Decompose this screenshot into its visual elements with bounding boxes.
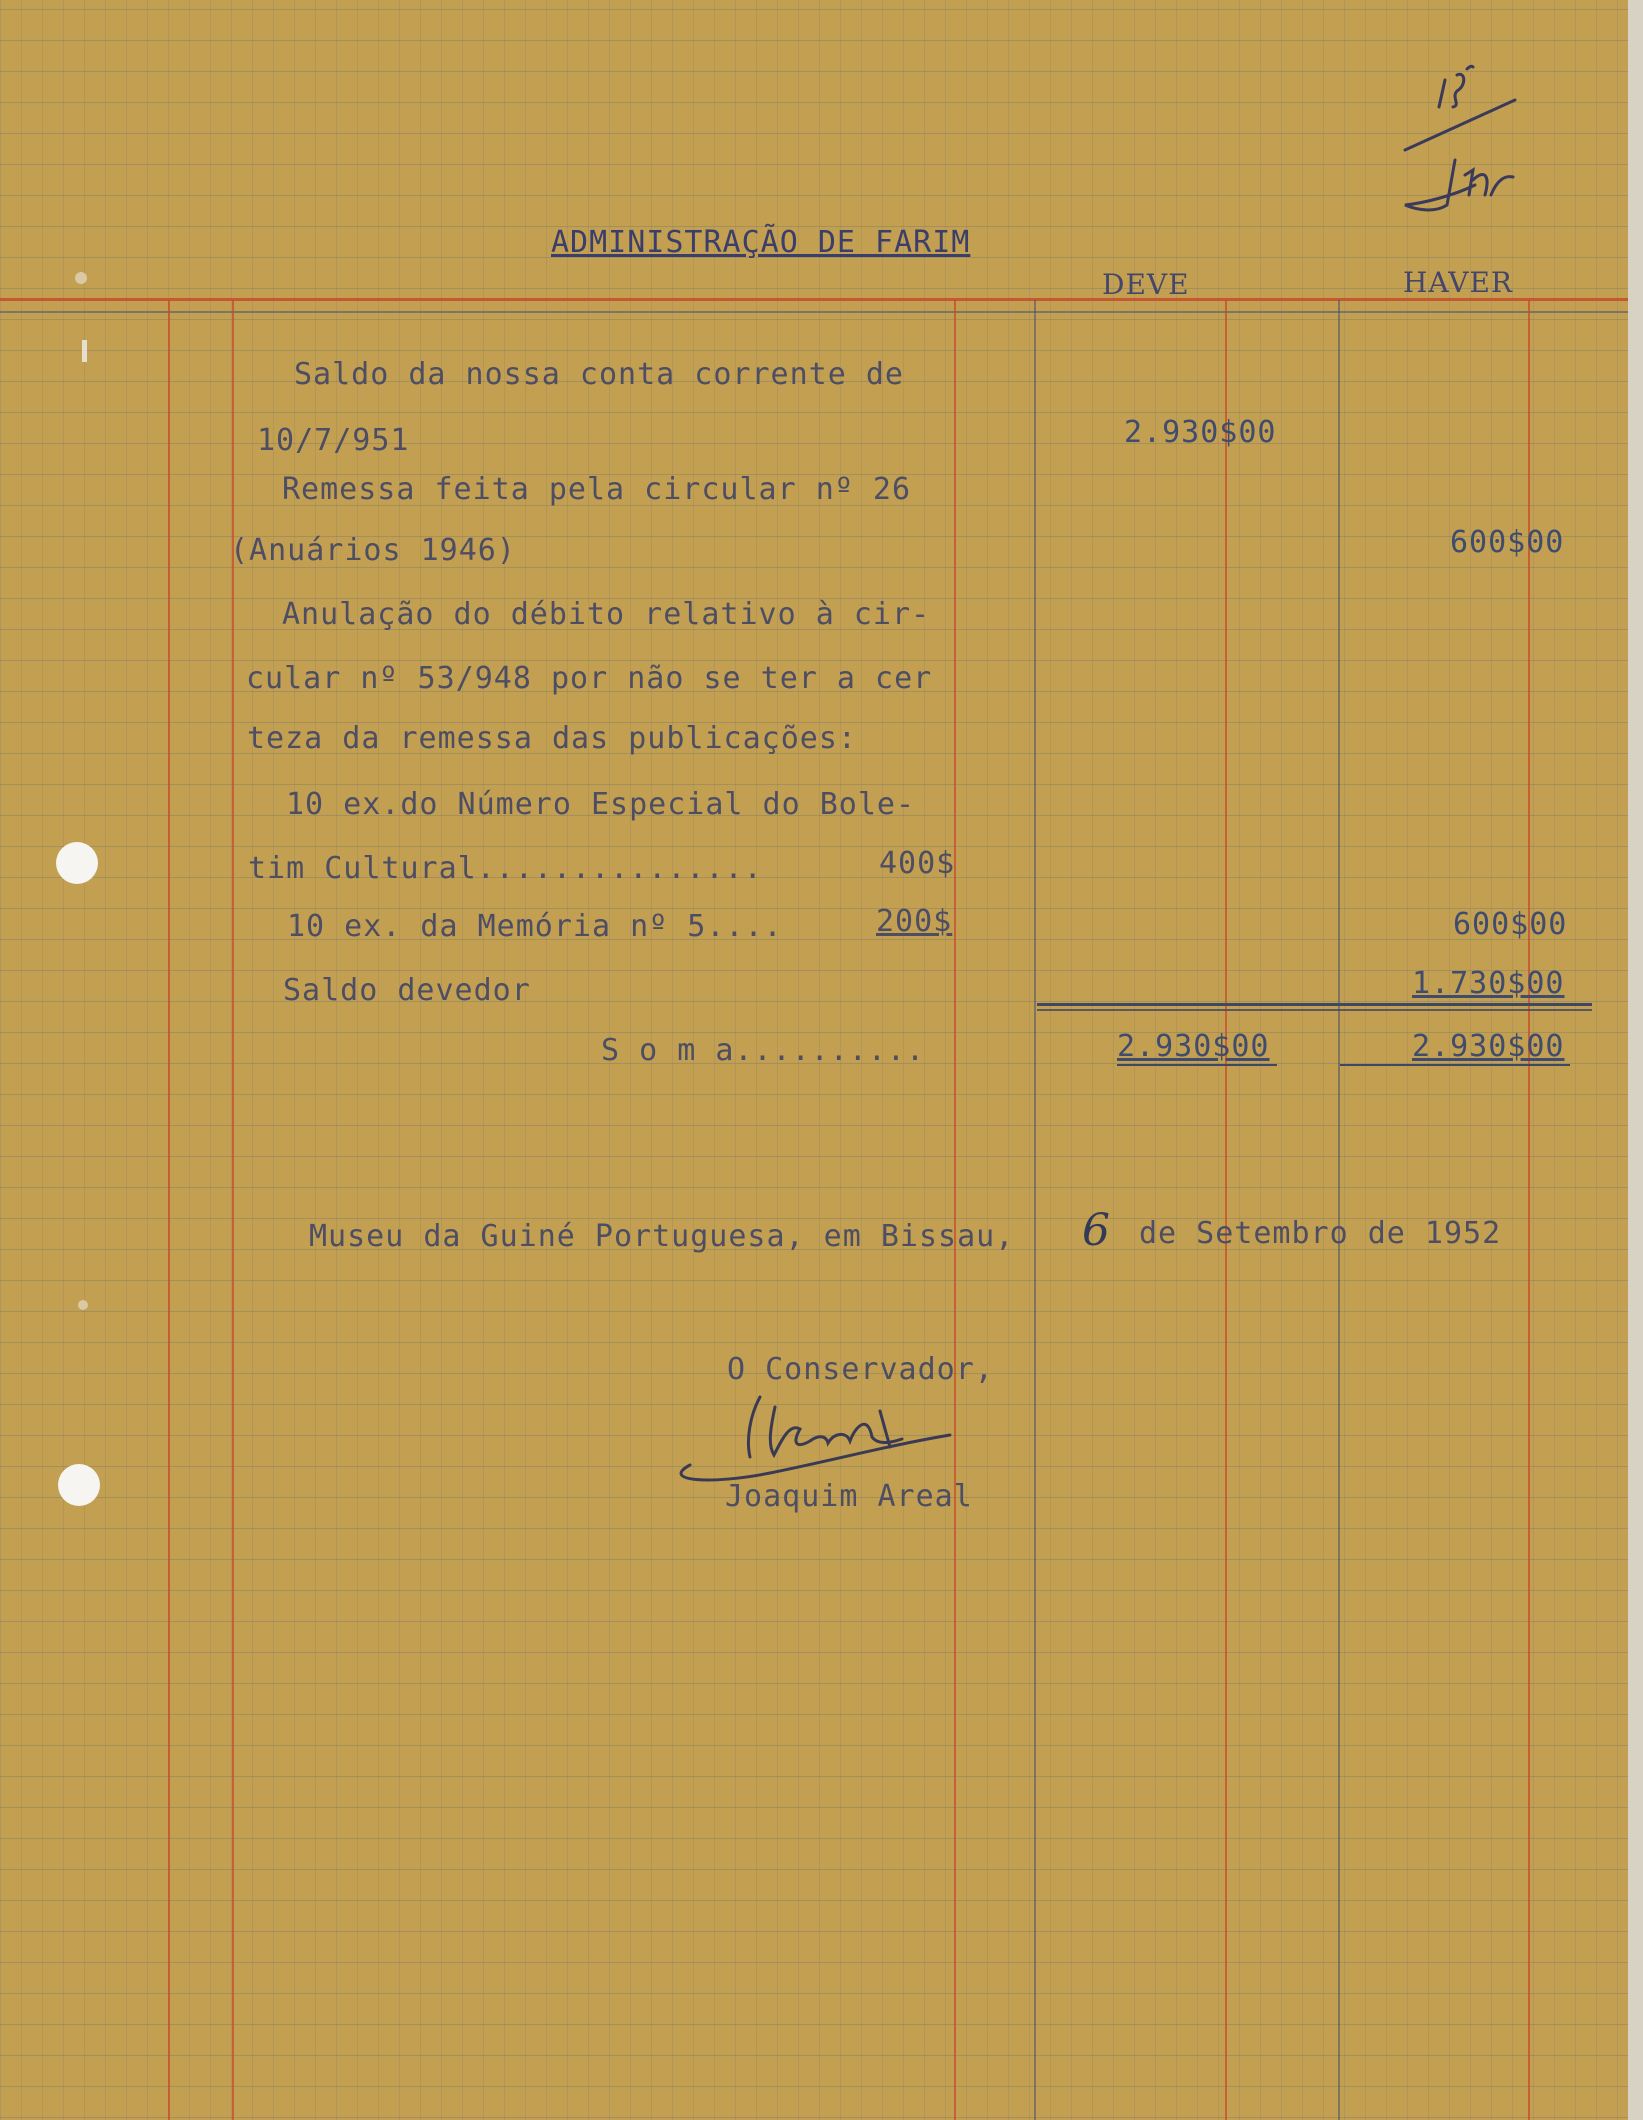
- haver-cents-rule: [1528, 300, 1530, 2120]
- item-value: 400$: [879, 846, 956, 881]
- haver-column-rule: [1338, 300, 1340, 2120]
- punch-hole-bottom: [58, 1464, 100, 1506]
- haver-amount: 600$00: [1453, 907, 1568, 942]
- description-column-rule: [954, 300, 956, 2120]
- haver-amount: 600$00: [1450, 525, 1565, 560]
- stain: [82, 340, 87, 362]
- margin-rule-2: [232, 300, 234, 2120]
- entry-text: tim Cultural...............: [248, 851, 763, 886]
- signature-title: O Conservador,: [727, 1352, 994, 1387]
- deve-header: DEVE: [1102, 268, 1190, 301]
- signature-mark: [650, 1385, 970, 1485]
- entry-text: Remessa feita pela circular nº 26: [282, 472, 912, 507]
- entry-text: (Anuários 1946): [230, 533, 516, 568]
- total-rule: [1037, 1003, 1592, 1006]
- entry-text: teza da remessa das publicações:: [247, 721, 857, 756]
- entry-text: cular nº 53/948 por não se ter a cer: [246, 661, 933, 696]
- handwritten-day: 6: [1082, 1205, 1111, 1256]
- deve-cents-rule: [1225, 300, 1227, 2120]
- soma-haver-underline: [1340, 1064, 1570, 1066]
- punch-hole-top: [56, 842, 98, 884]
- signature-name: Joaquim Areal: [725, 1479, 973, 1514]
- haver-amount: 1.730$00: [1412, 966, 1565, 1001]
- entry-text: Saldo da nossa conta corrente de: [294, 357, 904, 392]
- stain: [78, 1300, 88, 1310]
- soma-deve: 2.930$00: [1117, 1029, 1270, 1064]
- entry-text: 10 ex. da Memória nº 5....: [287, 909, 783, 944]
- soma-haver: 2.930$00: [1412, 1029, 1565, 1064]
- haver-header: HAVER: [1403, 266, 1513, 299]
- item-value: 200$: [876, 904, 953, 939]
- page-title: ADMINISTRAÇÃO DE FARIM: [551, 225, 971, 260]
- total-rule-double: [1037, 1009, 1592, 1011]
- entry-text: Saldo devedor: [283, 973, 531, 1008]
- scan-edge: [1628, 0, 1643, 2120]
- margin-rule-1: [168, 300, 170, 2120]
- entry-text: 10/7/951: [257, 423, 410, 458]
- entry-text: 10 ex.do Número Especial do Bole-: [286, 787, 916, 822]
- soma-label: S o m a..........: [601, 1033, 926, 1068]
- place-text: Museu da Guiné Portuguesa, em Bissau,: [309, 1219, 1015, 1254]
- soma-deve-underline: [1117, 1064, 1277, 1066]
- deve-column-rule: [1034, 300, 1036, 2120]
- stain: [75, 272, 87, 284]
- entry-text: Anulação do débito relativo à cir-: [282, 597, 931, 632]
- header-red-rule: [0, 298, 1628, 301]
- deve-amount: 2.930$00: [1124, 415, 1277, 450]
- date-text: de Setembro de 1952: [1139, 1216, 1502, 1251]
- handwritten-page-number: [1395, 45, 1535, 220]
- header-blue-rule: [0, 311, 1628, 313]
